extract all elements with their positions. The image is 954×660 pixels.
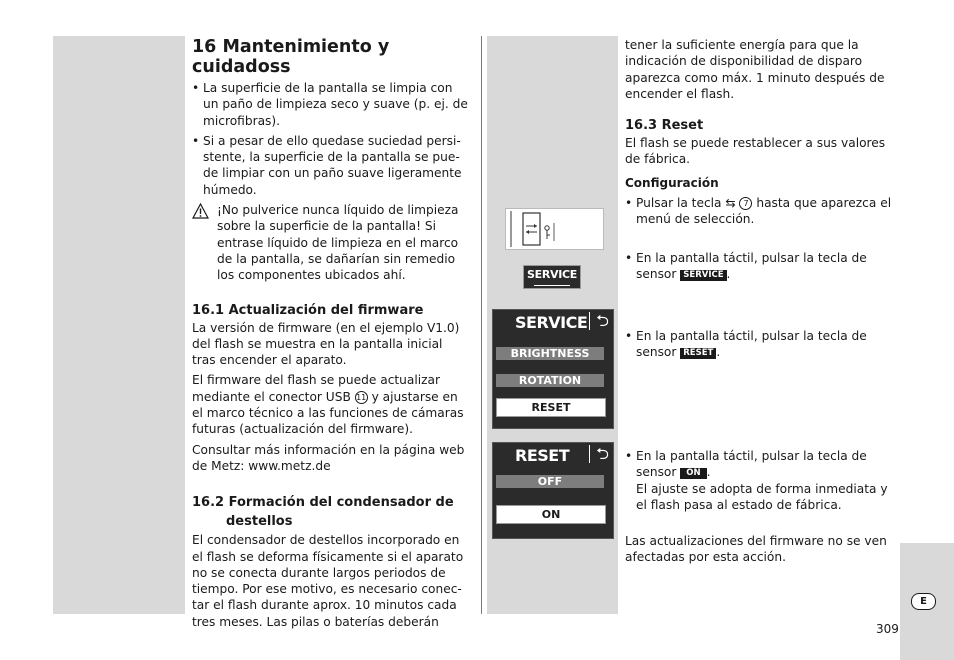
warning-text: ¡No pulverice nunca líquido de limpieza sobre la superficie de la pantalla! Si entrase líquido de limpieza en el marco de la pantalla, se dañarían sin remedio los componentes ubicados ahí. [217,203,459,283]
config-subtitle: Configuración [625,175,719,190]
step-item: • En la pantalla táctil, pulsar la tecla de sensor SERVICE . [625,250,901,287]
paragraph: El flash se puede restablecer a sus valores de fábrica. [625,136,886,167]
warning-note [192,202,468,283]
sensor-key-chip: ON [680,468,706,479]
back-icon[interactable]: ⮌ [589,312,609,330]
paragraph: tener la suficiente energía para que la indicación de disponibilidad de disparo aparezca como máx. 1 minuto después de encender el flash. [625,38,885,101]
back-icon[interactable]: ⮌ [589,445,609,463]
section-title-reset: 16.3 Reset [625,118,704,134]
right-column-top [625,37,901,231]
section-title-capacitor: 16.2 Formación del condensador de destellos [192,495,454,530]
sensor-key-chip: RESET [680,348,716,359]
language-badge: E [911,593,936,610]
step-item: • En la pantalla táctil, pulsar la tecla de sensor RESET . [625,328,901,365]
paragraph: La versión de firmware (en el ejemplo V1.0) del flash se muestra en la pantalla inicial tras encender el aparato. [192,320,460,368]
section-title-firmware: 16.1 Actualización del firmware [192,302,424,318]
step-item: • Pulsar la tecla ⇆ 7 hasta que aparezca el menú de selección. [625,195,901,228]
flash-key-illustration [505,208,604,250]
step-item: • En la pantalla táctil, pulsar la tecla de sensor ON . El ajuste se adopta de forma inmediata y el flash pasa al estado de fábrica. [625,448,901,517]
menu-option-rotation[interactable]: ROTATION [496,374,604,387]
paragraph: El firmware del flash se puede actualizar mediante el conector USB 11 y ajustarse en el marco técnico a las funciones de cámaras futuras (actualización del firmware). [192,373,464,437]
mode-key-icon: ⇆ [725,195,736,210]
left-margin-band [53,36,185,614]
note-paragraph: Las actualizaciones del firmware no se ven afectadas por esta acción. [625,534,887,565]
page-title: 16 Mantenimiento y cuidadoss [192,37,390,77]
screen-title: RESET [515,446,570,465]
callout-number: 11 [356,392,367,402]
callout-number: 7 [739,197,752,210]
menu-option-brightness[interactable]: BRIGHTNESS [496,347,604,360]
reset-menu-screen [492,442,614,539]
bullet-item: • Si a pesar de ello quedase suciedad persistente, la superficie de la pantalla se puede limpiar con un paño suave ligeramente húmedo. [192,133,468,198]
sensor-key-chip: SERVICE [680,270,726,281]
service-menu-screen [492,309,614,429]
mode-key-icon [506,209,603,249]
paragraph: El condensador de destellos incorporado en el flash se deforma físicamente si el aparato no se conecta durante largos periodos de tiempo. Por ese motivo, es necesario conectar el flash durante aprox. 10 minutos cada tres meses. Las pilas o baterías deberán [192,533,464,629]
screen-title: SERVICE [515,313,588,332]
menu-option-on[interactable]: ON [496,505,606,524]
service-sensor-button[interactable]: SERVICE [523,265,581,289]
menu-option-off[interactable]: OFF [496,475,604,488]
column-divider [481,36,482,614]
bullet-item: • La superficie de la pantalla se limpia con un paño de limpieza seco y suave (p. ej. de microfibras). [192,80,468,129]
page-number: 309 [876,622,899,636]
left-column [192,37,468,634]
warning-triangle-icon [192,203,209,219]
paragraph: Consultar más información en la página web de Metz: www.metz.de [192,442,465,473]
menu-option-reset[interactable]: RESET [496,398,606,417]
